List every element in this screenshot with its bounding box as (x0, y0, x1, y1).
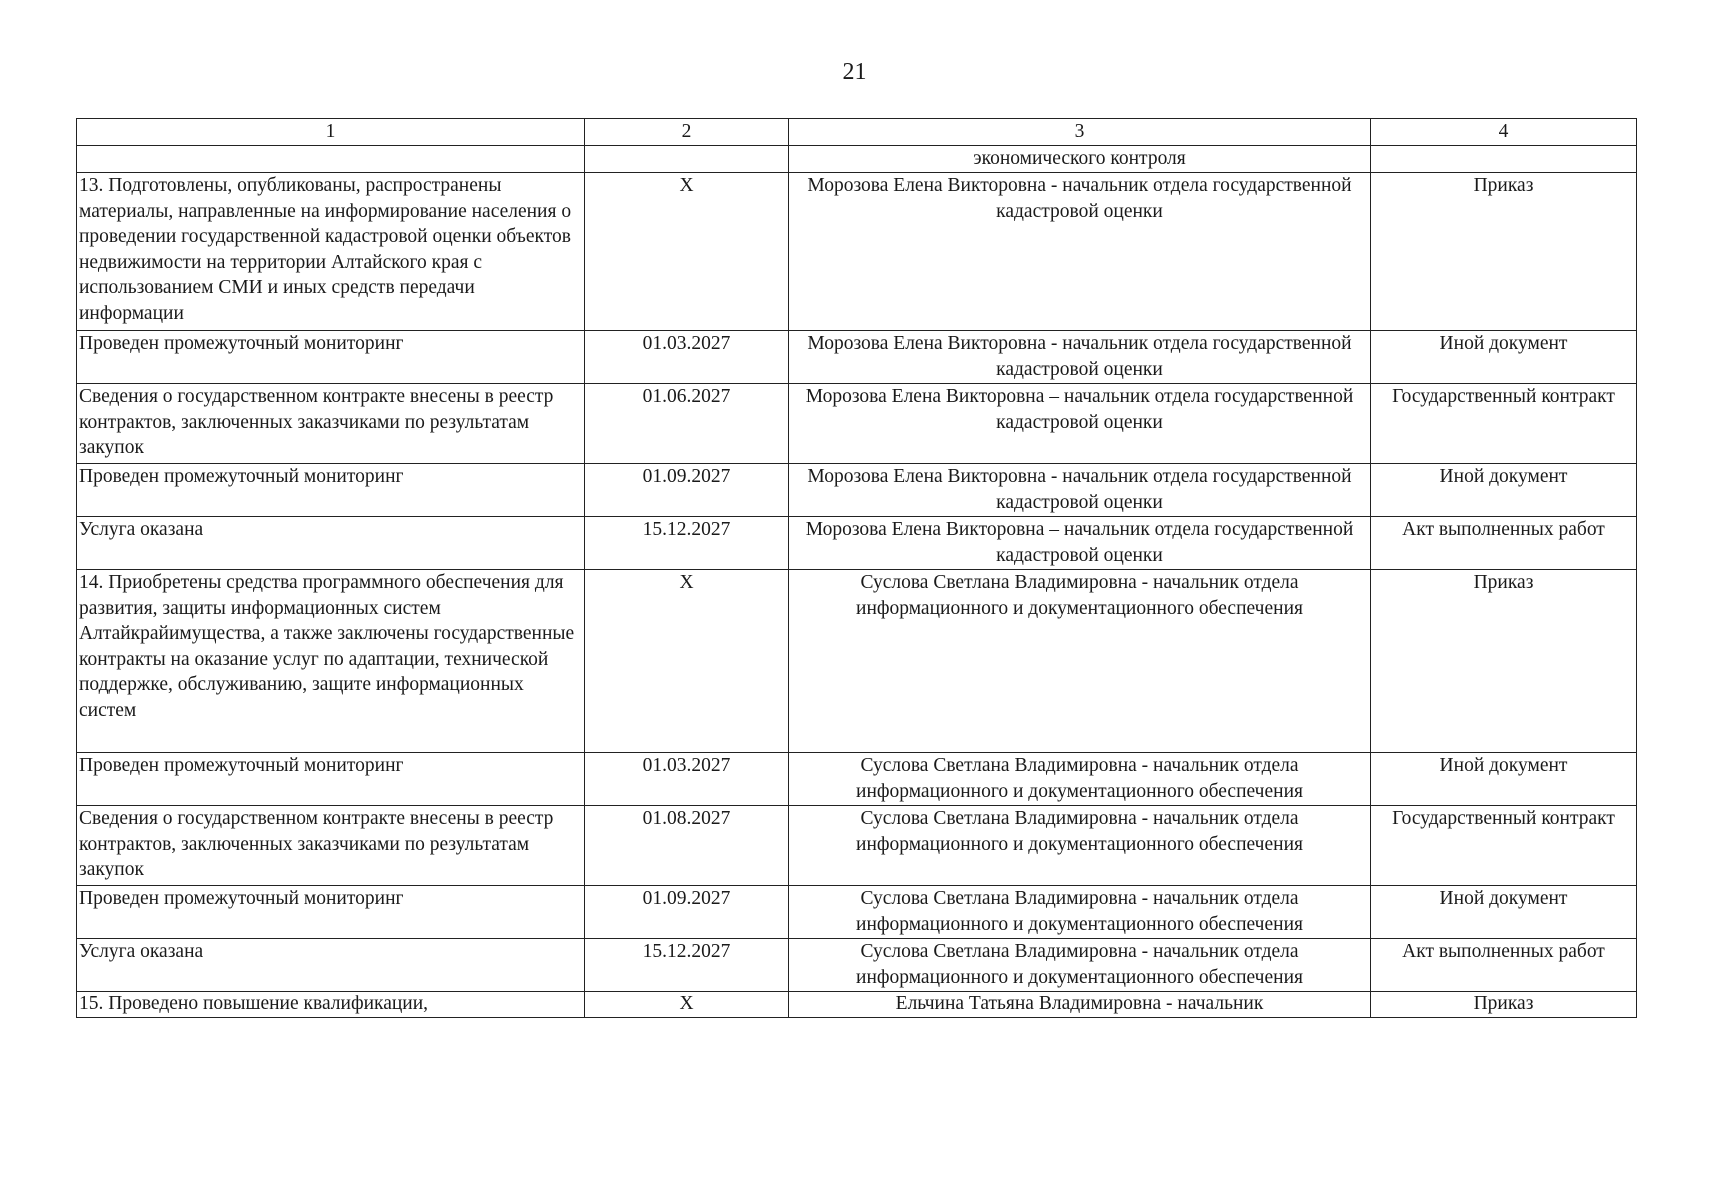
date-cell: 15.12.2027 (585, 939, 789, 992)
date-cell: Х (585, 992, 789, 1018)
document-cell: Государственный контракт (1371, 384, 1637, 464)
table-row (77, 331, 1637, 384)
date-cell: 01.03.2027 (585, 331, 789, 384)
column-header: 1 (77, 119, 585, 146)
table-header-row (77, 119, 1637, 146)
table-row (77, 992, 1637, 1018)
table-row (77, 806, 1637, 886)
responsible-cell: Суслова Светлана Владимировна - начальник отдела информационного и документационного обеспечения (789, 886, 1371, 939)
document-cell: Акт выполненных работ (1371, 939, 1637, 992)
responsible-cell: Морозова Елена Викторовна - начальник отдела государственной кадастровой оценки (789, 173, 1371, 331)
responsible-cell: Морозова Елена Викторовна – начальник отдела государственной кадастровой оценки (789, 517, 1371, 570)
column-header: 4 (1371, 119, 1637, 146)
document-cell: Иной документ (1371, 886, 1637, 939)
task-cell: Сведения о государственном контракте внесены в реестр контрактов, заключенных заказчиками по результатам закупок (77, 806, 585, 886)
date-cell: 01.08.2027 (585, 806, 789, 886)
document-cell: Государственный контракт (1371, 806, 1637, 886)
document-cell: Приказ (1371, 992, 1637, 1018)
task-cell: Услуга оказана (77, 517, 585, 570)
page-number: 21 (842, 59, 867, 85)
responsible-cell: Морозова Елена Викторовна – начальник отдела государственной кадастровой оценки (789, 384, 1371, 464)
responsible-cell: Суслова Светлана Владимировна - начальник отдела информационного и документационного обеспечения (789, 753, 1371, 806)
responsible-cell: Суслова Светлана Владимировна - начальник отдела информационного и документационного обеспечения (789, 570, 1371, 753)
column-header: 2 (585, 119, 789, 146)
task-cell: 14. Приобретены средства программного обеспечения для развития, защиты информационных систем Алтайкрайимущества, а также заключены государственные контракты на оказание услуг по адаптации, технической поддержке, обслуживанию, защите информационных систем (77, 570, 585, 753)
table-row (77, 570, 1637, 753)
plan-table (76, 118, 1637, 1018)
task-cell: Сведения о государственном контракте внесены в реестр контрактов, заключенных заказчиками по результатам закупок (77, 384, 585, 464)
responsible-cell: Морозова Елена Викторовна - начальник отдела государственной кадастровой оценки (789, 464, 1371, 517)
document-cell: Акт выполненных работ (1371, 517, 1637, 570)
responsible-cell: экономического контроля (789, 146, 1371, 173)
table-row (77, 886, 1637, 939)
table-row (77, 464, 1637, 517)
task-cell (77, 146, 585, 173)
document-cell (1371, 146, 1637, 173)
date-cell: 01.06.2027 (585, 384, 789, 464)
table-row (77, 173, 1637, 331)
responsible-cell: Суслова Светлана Владимировна - начальник отдела информационного и документационного обеспечения (789, 939, 1371, 992)
date-cell: 01.09.2027 (585, 464, 789, 517)
table-row (77, 146, 1637, 173)
date-cell: 15.12.2027 (585, 517, 789, 570)
table-row (77, 939, 1637, 992)
document-cell: Приказ (1371, 570, 1637, 753)
task-cell: Услуга оказана (77, 939, 585, 992)
document-cell: Иной документ (1371, 331, 1637, 384)
column-header: 3 (789, 119, 1371, 146)
responsible-cell: Ельчина Татьяна Владимировна - начальник (789, 992, 1371, 1018)
task-cell: Проведен промежуточный мониторинг (77, 331, 585, 384)
task-cell: Проведен промежуточный мониторинг (77, 753, 585, 806)
responsible-cell: Морозова Елена Викторовна - начальник отдела государственной кадастровой оценки (789, 331, 1371, 384)
task-cell: 15. Проведено повышение квалификации, (77, 992, 585, 1018)
document-cell: Иной документ (1371, 464, 1637, 517)
date-cell (585, 146, 789, 173)
document-cell: Приказ (1371, 173, 1637, 331)
date-cell: Х (585, 173, 789, 331)
responsible-cell: Суслова Светлана Владимировна - начальник отдела информационного и документационного обеспечения (789, 806, 1371, 886)
table-row (77, 384, 1637, 464)
task-cell: Проведен промежуточный мониторинг (77, 886, 585, 939)
date-cell: 01.03.2027 (585, 753, 789, 806)
task-cell: Проведен промежуточный мониторинг (77, 464, 585, 517)
date-cell: 01.09.2027 (585, 886, 789, 939)
date-cell: Х (585, 570, 789, 753)
table-row (77, 517, 1637, 570)
table-row (77, 753, 1637, 806)
document-cell: Иной документ (1371, 753, 1637, 806)
task-cell: 13. Подготовлены, опубликованы, распространены материалы, направленные на информирование населения о проведении государственной кадастровой оценки объектов недвижимости на территории Алтайского края с использованием СМИ и иных средств передачи информации (77, 173, 585, 331)
